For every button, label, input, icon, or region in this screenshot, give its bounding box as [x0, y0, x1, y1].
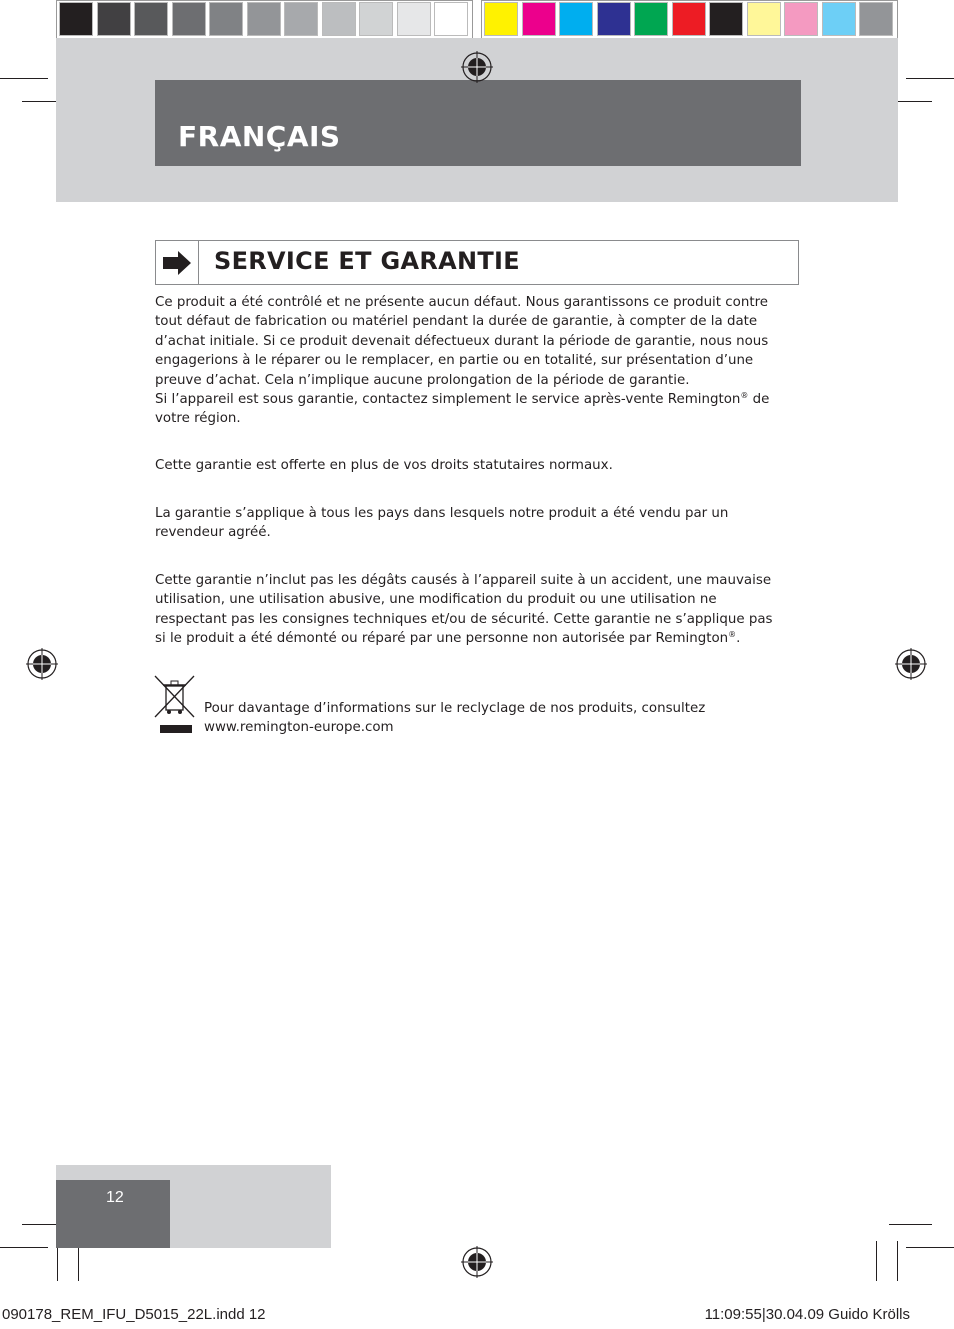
exclusions-text: Cette garantie n’inclut pas les dégâts causés à l’appareil suite à un accident, une mauvaise utilisation, une utilisation abusive, une modification du produit ou une utilisation ne respectant pas les consignes techniques et/ou de sécurité. Cette garantie ne s’applique pas si le produit a été démonté ou réparé par une personne non autorisée par Remington [155, 573, 773, 647]
registered-mark: ® [728, 630, 737, 640]
countries-paragraph: La garantie s’applique à tous les pays dans lesquels notre produit a été vendu par un revendeur agréé. [155, 506, 729, 541]
exclusions-text-end: . [736, 631, 741, 647]
crop-mark [897, 1241, 898, 1281]
contact-text-end: de votre région. [155, 392, 770, 427]
crossed-out-bin-icon [152, 673, 198, 735]
section-heading-box [155, 240, 799, 285]
color-bar-frame [481, 0, 898, 39]
warranty-text: Ce produit a été contrôlé et ne présente aucun défaut. Nous garantissons ce produit contre tout défaut de fabrication ou matériel pendant la durée de garantie, à compter de la date d’achat initiale. Si ce produit devenait défectueux durant la période de garantie, nous nous engagerions à le réparer ou le remplacer, en partie ou en totalité, sur présentation d’une preuve d’achat. Cela n’implique aucune prolongation de la période de garantie. [155, 295, 769, 388]
crop-mark [876, 1241, 877, 1281]
slug-file-info: 090178_REM_IFU_D5015_22L.indd 12 [2, 1306, 266, 1323]
statutory-rights-paragraph: Cette garantie est offerte en plus de vos droits statutaires normaux. [155, 458, 613, 473]
recycling-info [204, 699, 764, 738]
recycling-text: Pour davantage d’informations sur le reclyclage de nos produits, consultez [204, 701, 706, 716]
color-bar-frame [56, 0, 473, 39]
crop-mark [906, 1247, 954, 1248]
website-link[interactable]: www.remington-europe.com [204, 720, 394, 736]
exclusions-paragraph [155, 571, 780, 649]
warranty-paragraph [155, 293, 780, 429]
contact-text: Si l’appareil est sous garantie, contactez simplement le service après-vente Remington [155, 392, 741, 408]
crop-mark [889, 1224, 932, 1225]
crop-mark [0, 78, 48, 79]
registration-mark-icon [461, 51, 493, 83]
registration-mark-icon [895, 648, 927, 680]
slug-timestamp: 11:09:55|30.04.09 Guido Krölls [704, 1306, 910, 1323]
crop-mark [0, 1247, 48, 1248]
registration-mark-icon [461, 1246, 493, 1278]
language-title: FRANÇAIS [178, 120, 341, 153]
crop-mark [906, 78, 954, 79]
section-title: SERVICE ET GARANTIE [214, 247, 520, 275]
registered-mark: ® [740, 391, 749, 401]
registration-mark-icon [26, 648, 58, 680]
arrow-right-icon [163, 251, 193, 275]
arrow-cell [156, 241, 199, 284]
page-number: 12 [106, 1189, 124, 1206]
